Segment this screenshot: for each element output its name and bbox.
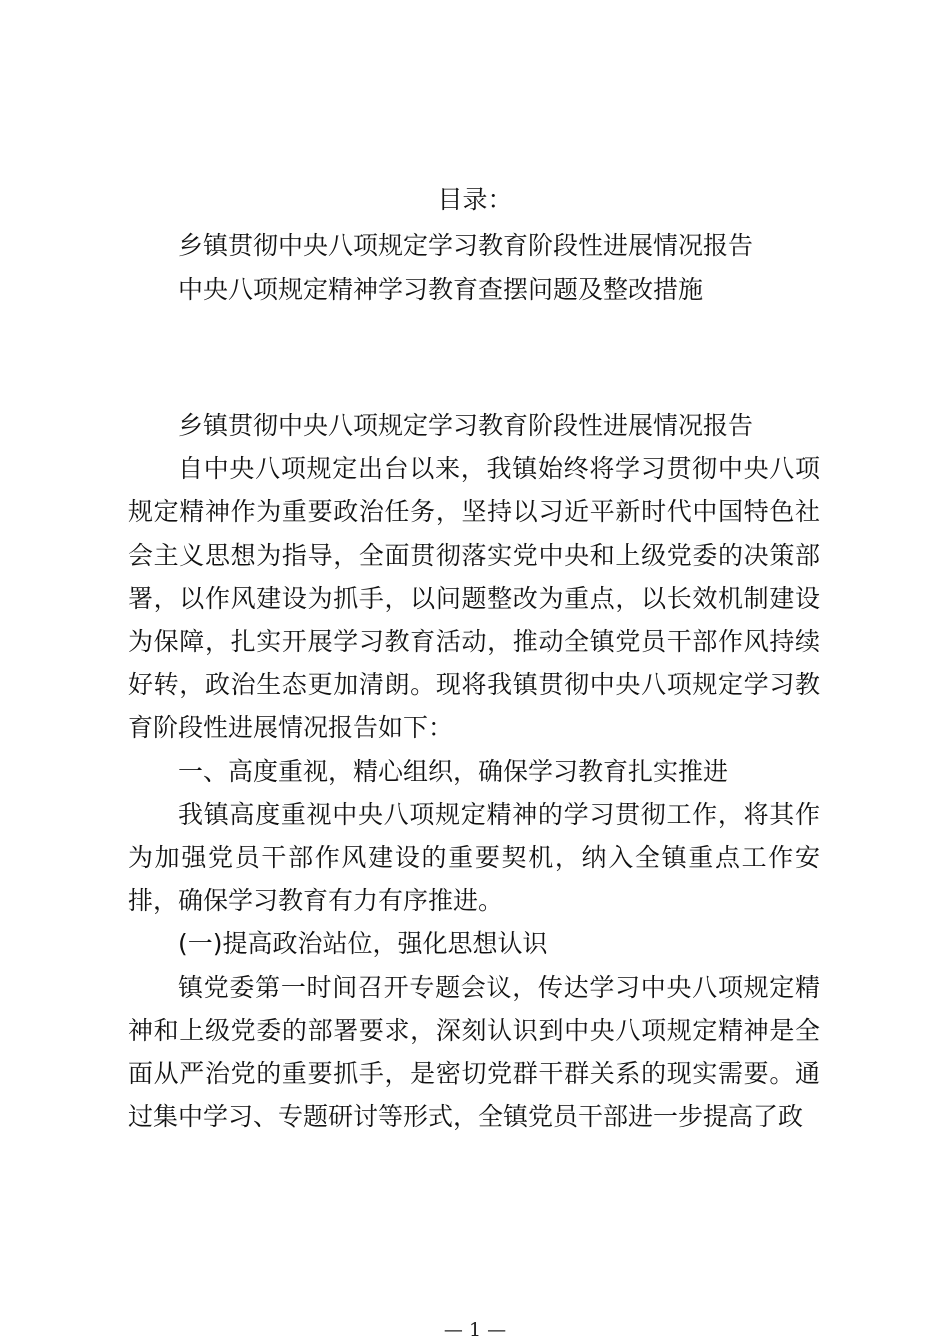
document-title: 乡镇贯彻中央八项规定学习教育阶段性进展情况报告 (178, 411, 754, 440)
page-number: — 1 — (443, 1319, 507, 1341)
toc-item: 中央八项规定精神学习教育查摆问题及整改措施 (178, 275, 704, 304)
document-body (128, 404, 820, 1138)
toc-item: 乡镇贯彻中央八项规定学习教育阶段性进展情况报告 (178, 231, 754, 260)
section-heading: 一、高度重视，精心组织，确保学习教育扎实推进 (178, 756, 729, 786)
toc-heading: 目录： (437, 185, 513, 214)
subsection-paragraph: 镇党委第一时间召开专题会议，传达学习中央八项规定精神和上级党委的部署要求，深刻认识到中央八项规定精神是全面从严治党的重要抓手，是密切党群干群关系的现实需要。通过集中学习、专题研讨等形式，全镇党员干部进一步提高了政 (128, 972, 820, 1132)
section-paragraph: 我镇高度重视中央八项规定精神的学习贯彻工作，将其作为加强党员干部作风建设的重要契机，纳入全镇重点工作安排，确保学习教育有力有序推进。 (128, 799, 820, 916)
subsection-heading: (一)提高政治站位，强化思想认识 (178, 929, 548, 959)
intro-paragraph: 自中央八项规定出台以来，我镇始终将学习贯彻中央八项规定精神作为重要政治任务，坚持以习近平新时代中国特色社会主义思想为指导，全面贯彻落实党中央和上级党委的决策部署，以作风建设为抓手，以问题整改为重点，以长效机制建设为保障，扎实开展学习教育活动，推动全镇党员干部作风持续好转，政治生态更加清朗。现将我镇贯彻中央八项规定学习教育阶段性进展情况报告如下： (128, 454, 820, 743)
